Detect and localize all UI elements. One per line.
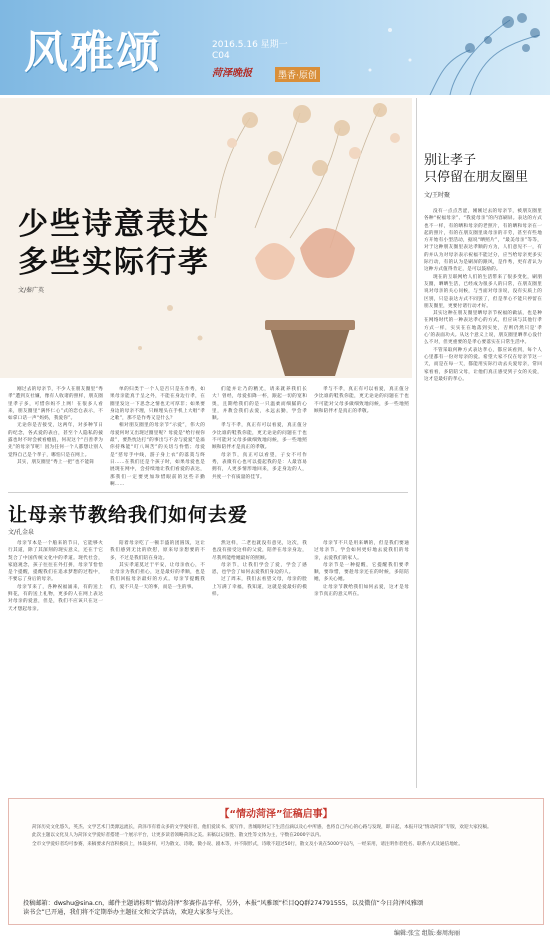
article1-paragraph: 无论你是否接受，这两年，对多种节日的纪念，各式爱的表白，甚至个人隐私的披露也时不时会被看瘾值，何况这个“百善孝为先”的母亲节呢！因为任何一个人都想让别人觉得自己是个孝子，哪怕只是在网上。 [8,423,103,458]
article1-title-line2: 多些实际行孝 [18,245,210,280]
call-paragraph: 菏泽历史文化悠久，英杰、文学艺术门类源远流长，菏泽市有着众多的文学爱好者，他们爱读书、爱写作，善城眼时记下生活点滴以及心中所感，也将自己内心的心路与发现，即日起，本报开设“情动菏泽”专版，欢迎大家投稿。 [32,825,492,830]
article1-column [212,386,307,486]
article2-author: 文/孔金泉 [8,529,35,536]
article1-column [110,386,205,486]
article1-author: 文/秦广英 [18,287,45,294]
article2-paragraph: 其实孝道莫过于平安，让母亲放心，不让母亲为我们担心，这是最好的孝顺，也是我们回报母亲最好的方式。母亲节提醒我们，爱不只是一天的事，而是一生的事。 [110,562,205,590]
section-divider [8,492,408,493]
article1-paragraph: 其实，朋友圈里“秀上一把”也不能简 [17,459,95,465]
article1-paragraph: 们能并让乃的精光，请来就养我们长大！曾经，母爱扣降一杯，跟起一切的宽和奥，且期给我们的是一只温柔而细腻的心里，并教会我们去爱，永远去勤，学会孝顺。 [212,387,307,422]
submission-contact-line: 读书会”已开通，我们将不定期举办主题征文和文学活动，欢迎大家参与关注。 [23,909,237,916]
sidebar-author: 文/王时聚 [424,192,451,199]
header-ornament-image [330,0,550,95]
article1-paragraph: 刚过去的母亲节，不少人在朋友圈里“秀孝”遭到友社嫌，像有人收诸的照样，朋友圈里孝子多，可惜你妈不上网！在很多人看来，朋友圈里“满怀仁心”式的恋仓表示，不如拿口话一声“妈妈，我爱你”。 [8,387,103,422]
article1-paragraph: 孝与不孝，真正有可以看爱，真正值分少比谁的鞋我你能，更无论论的问题在于也不可能对父母多做细致地问候，多一些地照顾和陪伴才是真正的孝敬。 [212,423,307,451]
section-tag: 墨香·原创 [275,67,320,82]
column-divider [416,98,417,788]
article2-column [110,540,205,790]
article2-paragraph: 然这样，二老也就没有意见，这次，我也没有接受这样的父爱，陪伴在母亲身边，尽我所能给她最好的照顾。 [212,541,307,561]
article1-title-line1: 少些诗意表达 [18,207,210,242]
article2-paragraph: 母亲节不只是用来晒的，但是我们要通过母亲节，学会如何更好地去爱我们的母亲，去爱我们的家人。 [314,541,409,561]
sidebar-paragraph: 其实这种在朋友圈里晒母亲节祝福的做法，也是种在网络时代的一种表达孝心的方式，但应该与其他行孝方式一样，实实在在地落到实处，否则仍然只是‘孝心’的表面功夫。从这个意义上说，朋友圈里晒孝心没什么不对，但更重要的是孝心要落实在日常生活中。 [424,311,542,346]
sidebar-title-line1: 别让孝子 [424,153,477,168]
article2-paragraph: 母亲节来了，各种祝福涌来，有的送上鲜花，有的送上礼物，更多的人在网上表达对母亲的爱意，但是，我们不应该只在这一天才想起母亲。 [8,584,103,612]
call-paragraph: 全市文学爱好者均可参赛，来稿要求内容积极向上，体裁多样，可为散文、诗歌、微小说、剧本等，并不限形式，诗歌不超过50行，散文及小说在5000字以内，一经采用，请注明作者姓名、联系方式及通信地址。 [32,841,463,847]
page-number: C04 [212,51,230,61]
call-for-submissions-title: 【“情动菏泽”征稿启事】 [219,809,333,820]
article2-column [8,540,103,790]
article2-column [314,540,409,790]
article1-column [8,386,103,486]
article2-paragraph: 让母亲节教给我们如何去爱，这才是母亲节真正的意义所在。 [314,584,409,598]
article2-paragraph: 母亲节本是一个舶来的节日，它能够火行其道，除了其深刻的现实意义，还在于它契合了中国传统文化中的孝道。现代社会，家庭观念，孩子往往在外打拼，母亲节恰恰是个提醒，提醒我们在追求梦想的过程中，不要忘了身后的母亲。 [8,541,103,583]
article2-paragraph: 过了周末，我们去看望父母，母亲的脸上写满了幸福，我知道，这就是爱最好的模样。 [212,577,307,598]
sidebar-paragraph: 现在的互联网给人们的生活带来了很多变化，刷朋友圈，晒晒生活，已经成为很多人的日常，在朋友圈里说对母亲的关心问候，与当面对母亲说，没有实质上的区别，只是表达方式不同罢了，但是孝心不能只停留在朋友圈里，更要付诸行动才好。 [424,274,542,309]
sidebar-title-line2: 只停留在朋友圈里 [424,170,529,185]
call-for-submissions-body [23,824,529,849]
article1-title [18,206,210,282]
article1-paragraph: 孝与不孝，真正有可以看爱，真正值分少比谁的鞋我你能，更无论论的问题在于也不可能对父母多做细致地问候，多一些地照顾和陪伴才是真正的孝敬。 [314,387,409,414]
call-paragraph: 此次主题以文化及人为菏泽文学爱好者搭建一个展示平台，让更多读者领略菏泽之美。来稿以记叙性、散文性等文体为主，字数在2000字以内。 [32,833,324,839]
article2-paragraph: 母亲节，让我们学会了爱，学会了感恩，也学会了如何去爱我们身边的人。 [212,562,307,576]
article2-column [212,540,307,790]
sidebar-title [424,152,528,186]
section-logo: 风雅颂 [24,27,162,78]
submission-contact-line: 投稿邮箱：dwshu@sina.cn，邮件主题请标明“情动菏泽”参赛作品字样，另外，本报“风雅颂”栏目QQ群274791555，以及微信“今日菏泽风雅颂 [23,900,424,907]
article1-column [314,386,409,486]
article2-title: 让母亲节教给我们如何去爱 [8,504,249,526]
sidebar-paragraph: 没有一点点苦涩，刚刚过去的母亲节，被朋友圈里各种“祝福母亲”、“我爱母亲”的内容刷屏。表达的方式也不一样，有的晒和母亲的老照片，有的晒和母亲在一起的照片，有的在朋友圈里谈母亲的辛劳，甚至有些地方开始有小型活动，据说“晒照片”，“最美母亲”等等，对于这种朋友圈里表达孝顺的方为，人们意见不一，有的并认为对母亲表示祝福不能过分，应当给母亲更多实际行动，有的认为是刷屏的跟风，是作秀，更有者认为这种方式值得肯定，是可以鼓励的。 [424,209,542,273]
call-for-submissions-box [8,798,544,925]
article2-paragraph: 陪着母亲吃了一顿丰盛的团圆饭，这让我们感到无比的欣慰，原来母亲想要的不多，不过是我们陪在身边。 [110,541,205,561]
newspaper-name: 菏泽晚报 [212,68,252,79]
article1-paragraph: 母亲节，真正可以看望，子女不可作秀，表微有心也可以提起我的是：人最容易拥有，人更多情形地回来，多走身边的人，共度一个有质量的佳节。 [212,452,307,480]
article2-paragraph: 母亲节是一种提醒，它提醒我们要孝顺，要珍惜，要趁母亲还在的时候，多陪陪她，多关心她。 [314,562,409,583]
sidebar-paragraph: 不管采取何种方式表达孝心，都应该看到，每个人心里都有一份对母亲的爱。希望大家不仅在母亲节这一天，而是在每一天，都能用实际行动去关爱母亲，常回家看看，多陪陪父母，让他们真正感受到子女的关爱，这才是最好的孝心。 [424,347,542,382]
sidebar-body [424,208,542,788]
article1-paragraph: 单的归类于一个人是否只是在作秀，如果母亲能真于呈之外，不能在身边行孝，在圈里发这一下思念之情也无可厚非；如果要身边的母亲不理，只顾埋头在手机上大唱“孝之歌”，那不是作秀又是什么？ [110,387,205,422]
issue-date: 2016.5.16 星期一 [212,40,288,50]
editor-credits: 编辑:张宝 组版:秦周海丽 [394,930,460,937]
article1-paragraph: 相对朋友圈里的母亲节“示爱”，伟大的母爱何时又出现过圈里呢？母爱是“给行视你最”，要热忱达打“的事出与不舍与爱爱”是溢你持殊能“叮八叫苦”的关切与怜惜；母爱是“慈母手中线，游子身上衣”的落寞与终日……在我们还是个孩子时，如果母爱也是展现在网中，会持续地让我们看爱的表达，那我们一定要更加珍惜眼前的这些辛勤啊…… [110,423,205,486]
submission-contact [23,899,529,917]
